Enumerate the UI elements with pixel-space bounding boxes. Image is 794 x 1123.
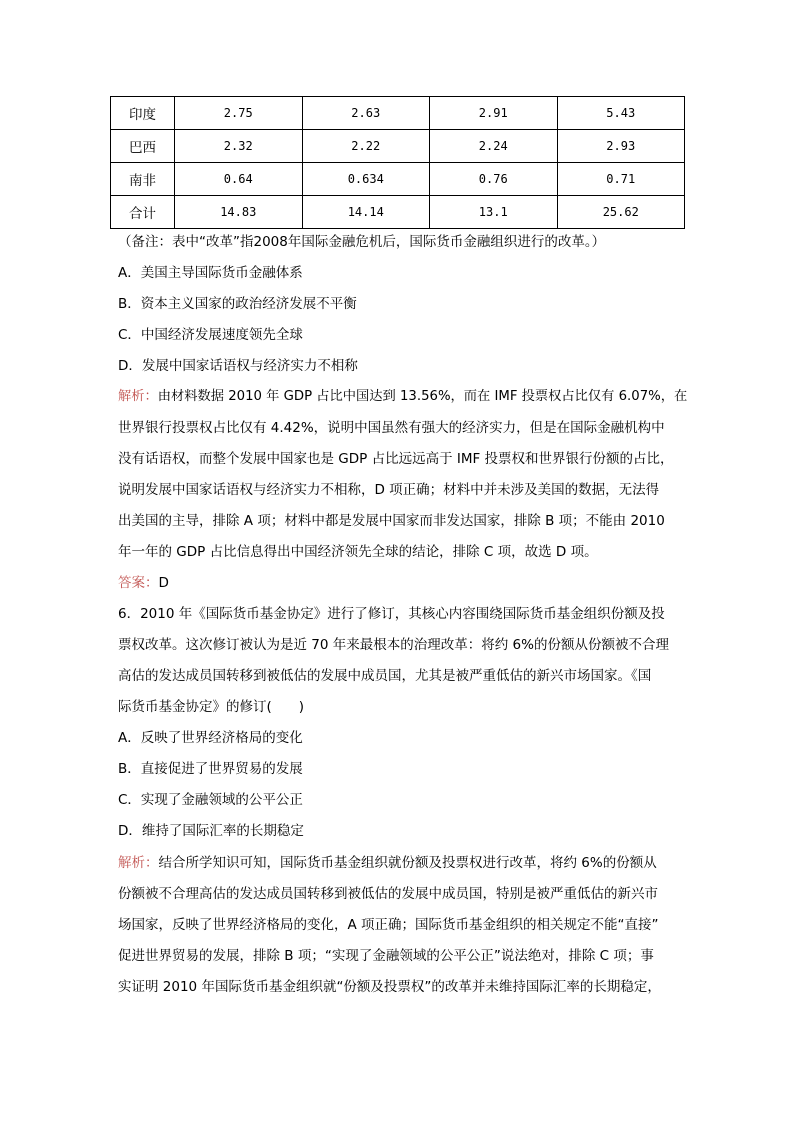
q5-option-c: C．中国经济发展速度领先全球 <box>118 327 303 343</box>
q6-stem-line: 高估的发达成员国转移到被低估的发展中成员国，尤其是被严重低估的新兴市场国家。《国 <box>118 668 652 684</box>
q5-option-a: A．美国主导国际货币金融体系 <box>118 265 303 281</box>
row-label: 印度 <box>111 97 175 130</box>
table-cell: 2.32 <box>175 130 303 163</box>
q6-analysis-line: 份额被不合理高估的发达成员国转移到被低估的发展中成员国，特别是被严重低估的新兴市 <box>118 886 658 902</box>
q6-option-a: A．反映了世界经济格局的变化 <box>118 730 303 746</box>
q6-analysis-line: 场国家，反映了世界经济格局的变化，A 项正确；国际货币基金组织的相关规定不能“直接” <box>118 917 659 933</box>
row-label: 巴西 <box>111 130 175 163</box>
table-cell: 0.64 <box>175 163 303 196</box>
q6-analysis-line: 实证明 2010 年国际货币基金组织就“份额及投票权”的改革并未维持国际汇率的长期稳定， <box>118 979 661 995</box>
q5-option-b: B．资本主义国家的政治经济发展不平衡 <box>118 296 357 312</box>
q6-stem-line: 票权改革。这次修订被认为是近 70 年来最根本的治理改革：将约 6%的份额从份额被不合理 <box>118 637 669 653</box>
analysis-label: 解析： <box>118 855 159 871</box>
q6-stem-line: 6．2010 年《国际货币基金协定》进行了修订，其核心内容围绕国际货币基金组织份额及投 <box>118 606 665 622</box>
table-row <box>111 130 685 163</box>
table-cell: 0.71 <box>557 163 685 196</box>
table-cell: 2.93 <box>557 130 685 163</box>
q5-analysis-line: 没有话语权，而整个发展中国家也是 GDP 占比远远高于 IMF 投票权和世界银行份额的占比， <box>118 451 674 467</box>
table-cell: 2.63 <box>302 97 430 130</box>
table-cell: 2.91 <box>430 97 558 130</box>
table-cell: 2.22 <box>302 130 430 163</box>
table-row <box>111 196 685 229</box>
table-cell: 2.75 <box>175 97 303 130</box>
q6-analysis-line: 促进世界贸易的发展，排除 B 项；“实现了金融领域的公平公正”说法绝对，排除 C 项；事 <box>118 948 654 964</box>
table-cell: 2.24 <box>430 130 558 163</box>
table-cell: 0.634 <box>302 163 430 196</box>
q6-option-c: C．实现了金融领域的公平公正 <box>118 792 303 808</box>
table-cell: 25.62 <box>557 196 685 229</box>
table-cell: 5.43 <box>557 97 685 130</box>
analysis-label: 解析： <box>118 389 158 404</box>
table-cell: 14.14 <box>302 196 430 229</box>
table-cell: 0.76 <box>430 163 558 196</box>
q6-option-d: D．维持了国际汇率的长期稳定 <box>118 823 304 839</box>
q5-answer <box>118 573 169 593</box>
table-cell: 14.83 <box>175 196 303 229</box>
q6-stem-line: 际货币基金协定》的修订( ) <box>118 699 305 715</box>
row-label: 合计 <box>111 196 175 229</box>
table-row <box>111 163 685 196</box>
q6-option-b: B．直接促进了世界贸易的发展 <box>118 761 303 777</box>
q5-analysis-line <box>118 387 687 407</box>
q5-option-d: D．发展中国家话语权与经济实力不相称 <box>118 358 358 374</box>
table-cell: 13.1 <box>430 196 558 229</box>
table-note: （备注：表中“改革”指2008年国际金融危机后，国际货币金融组织进行的改革。） <box>118 234 606 250</box>
q6-analysis-line <box>118 853 657 873</box>
analysis-text: 结合所学知识可知，国际货币基金组织就份额及投票权进行改革，将约 6%的份额从 <box>158 855 657 871</box>
q5-analysis-line: 出美国的主导，排除 A 项；材料中都是发展中国家而非发达国家，排除 B 项；不能由 2010 <box>118 513 665 529</box>
answer-value: D <box>158 575 169 591</box>
q5-analysis-line: 说明发展中国家话语权与经济实力不相称，D 项正确；材料中并未涉及美国的数据，无法得 <box>118 482 660 498</box>
answer-label: 答案： <box>118 575 159 591</box>
data-table <box>110 96 685 229</box>
analysis-text: 由材料数据 2010 年 GDP 占比中国达到 13.56%，而在 IMF 投票权占比仅有 6.07%，在 <box>157 389 688 404</box>
q5-analysis-line: 世界银行投票权占比仅有 4.42%，说明中国虽然有强大的经济实力，但是在国际金融机构中 <box>118 420 665 436</box>
row-label: 南非 <box>111 163 175 196</box>
q5-analysis-line: 年一年的 GDP 占比信息得出中国经济领先全球的结论，排除 C 项，故选 D 项。 <box>118 544 598 560</box>
table-row <box>111 97 685 130</box>
